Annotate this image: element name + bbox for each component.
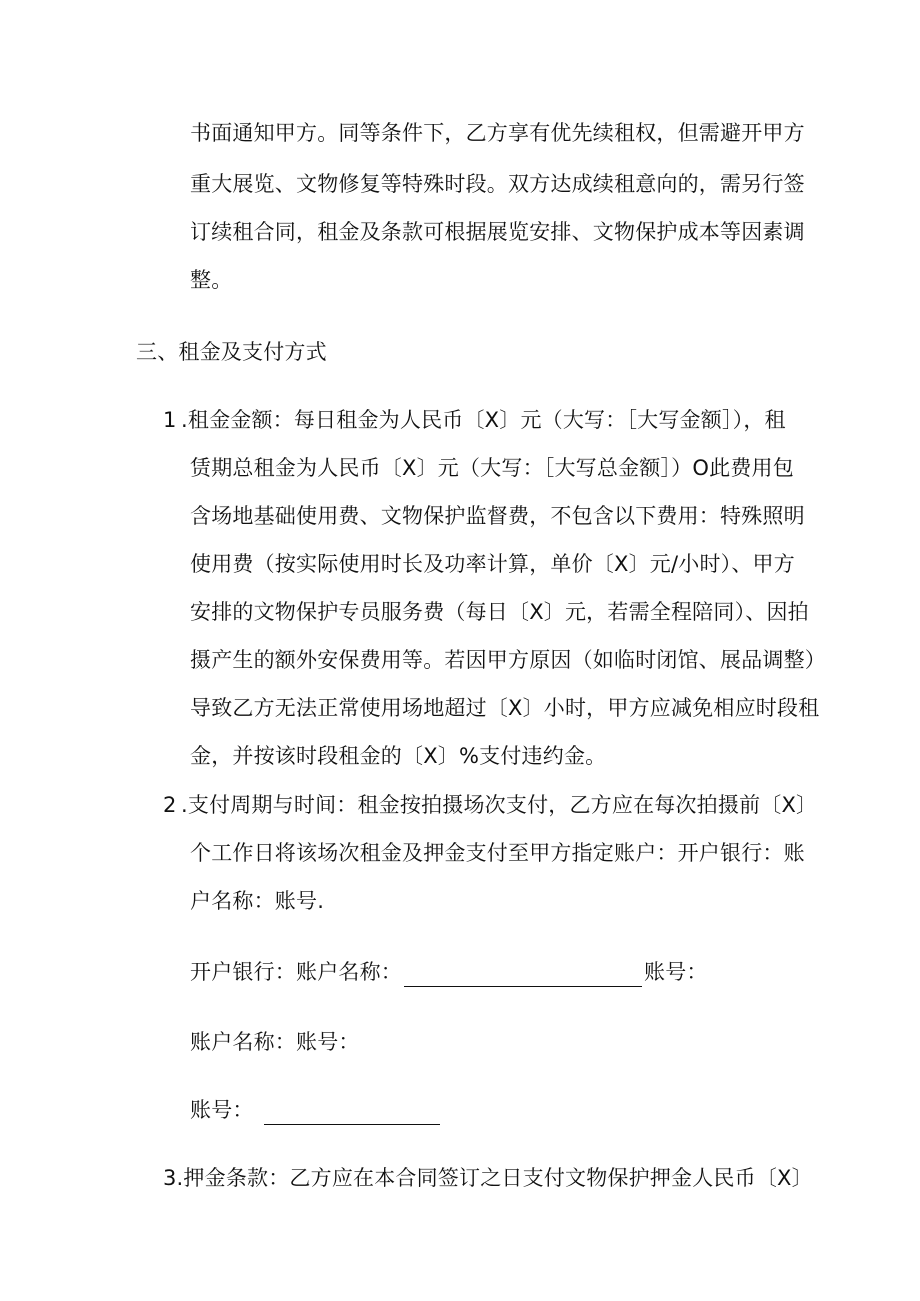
- list-item-line: 使用费（按实际使用时长及功率计算，单价〔X〕元/小时）、甲方: [190, 552, 795, 576]
- list-item-number: 1: [163, 408, 177, 432]
- paragraph-line: 整。: [190, 268, 233, 292]
- list-item-number: 2: [163, 793, 177, 817]
- paragraph-line: 书面通知甲方。同等条件下，乙方享有优先续租权，但需避开甲方: [190, 121, 805, 145]
- list-item-line: 户名称：账号.: [190, 889, 325, 913]
- list-item-line: 摄产生的额外安保费用等。若因甲方原因（如临时闭馆、展品调整）: [190, 648, 826, 672]
- list-item-line: .租金金额：每日租金为人民币〔X〕元（大写：［大写金额］），租: [181, 408, 786, 432]
- account-number-label: 账号：: [644, 960, 708, 984]
- list-item-line: 3.押金条款：乙方应在本合同签订之日支付文物保护押金人民币〔X〕: [163, 1166, 813, 1190]
- list-item-line: 个工作日将该场次租金及押金支付至甲方指定账户：开户银行：账: [190, 841, 805, 865]
- list-item-line: 金，并按该时段租金的〔X〕%支付违约金。: [190, 744, 607, 768]
- account-field-row: [190, 1027, 360, 1057]
- paragraph-line: 订续租合同，租金及条款可根据展览安排、文物保护成本等因素调: [190, 220, 805, 244]
- account-number-blank[interactable]: [264, 1102, 440, 1125]
- account-name-blank[interactable]: [404, 964, 642, 987]
- account-field-row: [190, 1095, 442, 1125]
- account-number-label: 账号：: [190, 1098, 254, 1122]
- list-item-line: 导致乙方无法正常使用场地超过〔X〕小时，甲方应减免相应时段租: [190, 696, 820, 720]
- account-label: 账户名称：账号：: [190, 1030, 360, 1054]
- list-item-line: 安排的文物保护专员服务费（每日〔X〕元，若需全程陪同）、因拍: [190, 600, 809, 624]
- paragraph-line: 重大展览、文物修复等特殊时段。双方达成续租意向的，需另行签: [190, 172, 805, 196]
- list-item-line: 含场地基础使用费、文物保护监督费，不包含以下费用：特殊照明: [190, 504, 805, 528]
- list-item-line: .支付周期与时间：租金按拍摄场次支付，乙方应在每次拍摄前〔X〕: [181, 793, 818, 817]
- account-field-row: [190, 957, 708, 987]
- section-heading: 三、租金及支付方式: [136, 340, 327, 364]
- account-label: 开户银行：账户名称：: [190, 960, 402, 984]
- list-item-line: 赁期总租金为人民币〔X〕元（大写：［大写总金额］）O此费用包: [190, 456, 794, 480]
